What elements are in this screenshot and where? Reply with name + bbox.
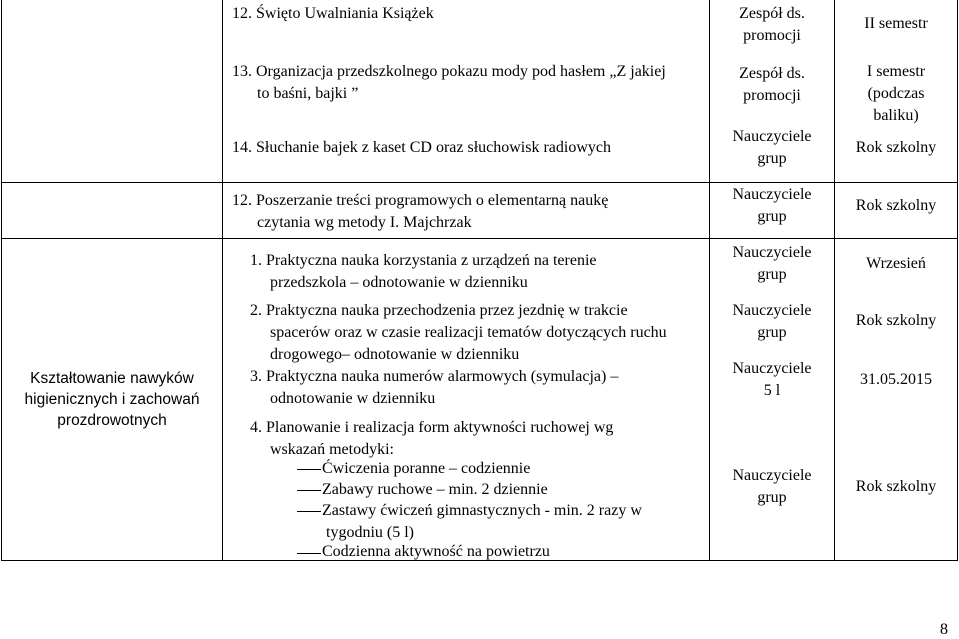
responsible-text: Nauczyciele grup [732, 244, 812, 283]
deadline-text: II semestr [864, 15, 928, 32]
bullet-text: Zastawy ćwiczeń gimnastycznych - min. 2 razy w tygodniu (5 l) [322, 502, 642, 541]
deadline-text: Wrzesień [866, 255, 926, 272]
task-text: 12. Święto Uwalniania Książek [232, 5, 434, 22]
bullet-dash [297, 469, 321, 470]
deadline-text: 31.05.2015 [860, 371, 932, 388]
bullet-text: Zabawy ruchowe – min. 2 dziennie [322, 481, 548, 498]
responsible-text: Nauczyciele grup [732, 302, 812, 341]
responsible-text: Nauczyciele 5 l [732, 360, 812, 399]
task-text: 14. Słuchanie bajek z kaset CD oraz słuchowisk radiowych [232, 139, 612, 156]
deadline-text: Rok szkolny [855, 312, 937, 329]
deadline-text: Rok szkolny [855, 139, 937, 156]
responsible-text: Nauczyciele grup [732, 467, 812, 506]
task-text: 12. Poszerzanie treści programowych o elementarną naukę czytania wg metody I. Majchrzak [232, 192, 609, 231]
deadline-text: Rok szkolny [855, 478, 937, 495]
task-text: 13. Organizacja przedszkolnego pokazu mody pod hasłem „Z jakiej to baśni, bajki ” [232, 63, 666, 102]
table-left-border [1, 0, 2, 561]
bullet-text: Codzienna aktywność na powietrzu [322, 543, 550, 560]
responsible-text: Nauczyciele grup [732, 128, 812, 167]
task-text: 2. Praktyczna nauka przechodzenia przez jezdnię w trakcie spacerów oraz w czasie realizacji tematów dotyczących ruchu drogowego– odnotowanie w dzienniku [250, 302, 667, 363]
table-right-border [957, 0, 958, 561]
row-divider [1, 182, 958, 183]
bullet-dash [297, 553, 321, 554]
row-divider [1, 238, 958, 239]
bullet-dash [297, 511, 321, 512]
deadline-text: I semestr (podczas baliku) [866, 63, 926, 124]
responsible-text: Zespół ds. promocji [739, 65, 805, 104]
responsible-text: Nauczyciele grup [732, 186, 812, 225]
task-text: 3. Praktyczna nauka numerów alarmowych (symulacja) – odnotowanie w dzienniku [250, 368, 619, 407]
page-number: 8 [940, 621, 948, 638]
responsible-text: Zespół ds. promocji [739, 5, 805, 44]
category-label: Kształtowanie nawyków higienicznych i zachowań prozdrowotnych [24, 370, 200, 429]
task-text: 4. Planowanie i realizacja form aktywności ruchowej wg wskazań metodyki: [250, 419, 614, 458]
deadline-text: Rok szkolny [855, 197, 937, 214]
bullet-text: Ćwiczenia poranne – codziennie [322, 460, 531, 477]
category-column-divider [222, 0, 223, 561]
task-text: 1. Praktyczna nauka korzystania z urządzeń na terenie przedszkola – odnotowanie w dzienniku [250, 252, 597, 291]
bullet-dash [297, 490, 321, 491]
